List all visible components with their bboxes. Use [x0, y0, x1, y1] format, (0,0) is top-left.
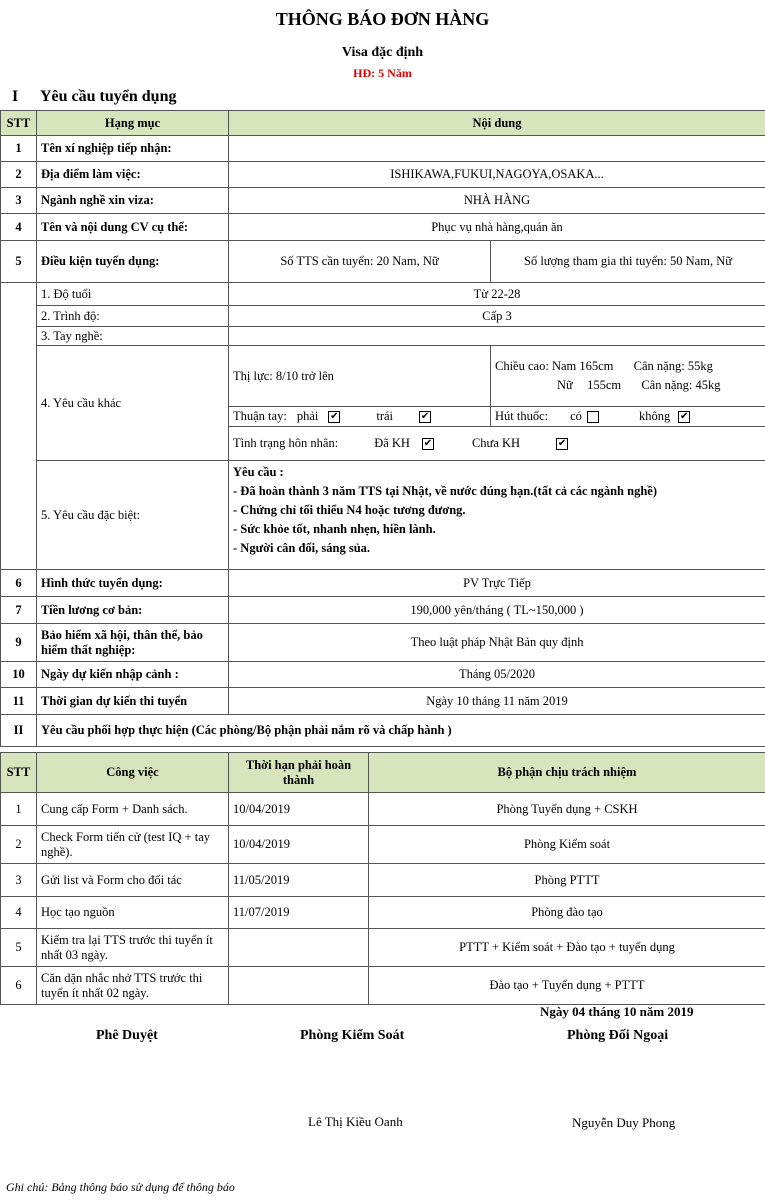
- special-requirements-content: [229, 461, 765, 570]
- row-department: Đào tạo + Tuyển dụng + PTTT: [369, 967, 765, 1005]
- handedness-cell: [229, 407, 491, 427]
- married-label: Đã KH: [374, 436, 410, 450]
- row-stt: 5: [1, 241, 37, 283]
- height-weight-cell: [491, 346, 765, 407]
- left-hand-checkbox[interactable]: ✔: [420, 410, 430, 422]
- section-1-number: I: [12, 88, 19, 105]
- row-task: Kiểm tra lại TTS trước thi tuyển ít nhất 03 ngày.: [37, 929, 229, 967]
- col-header-deadline: Thời hạn phải hoàn thành: [229, 753, 369, 793]
- marital-status-label: Tình trạng hôn nhân:: [233, 436, 339, 450]
- signing-date: Ngày 04 tháng 10 năm 2019: [540, 1004, 694, 1019]
- control-dept-heading: Phòng Kiểm Soát: [300, 1028, 405, 1043]
- table-row: [1, 967, 765, 1005]
- row-department: Phòng đào tạo: [369, 897, 765, 929]
- table-row: [1, 162, 765, 188]
- table-row: [1, 929, 765, 967]
- row-stt: 11: [1, 688, 37, 715]
- row-value: PV Trực Tiếp: [229, 570, 765, 597]
- special-line: - Chứng chỉ tối thiểu N4 hoặc tương đương.: [233, 503, 466, 517]
- row-deadline: [229, 967, 369, 1005]
- female-label: Nữ: [557, 378, 573, 392]
- row-stt: 7: [1, 597, 37, 624]
- other-requirements-label: 4. Yêu cầu khác: [37, 346, 229, 461]
- row-stt: 2: [1, 162, 37, 188]
- row-value: Tháng 05/2020: [229, 662, 765, 688]
- table-row: [1, 188, 765, 214]
- age-label: 1. Độ tuổi: [37, 283, 229, 306]
- document-title: THÔNG BÁO ĐƠN HÀNG: [275, 9, 490, 29]
- requirements-table: [0, 110, 765, 747]
- smoking-cell: [491, 407, 765, 427]
- education-label: 2. Trình độ:: [37, 306, 229, 327]
- approval-heading: Phê Duyệt: [96, 1028, 158, 1043]
- row-value: Phục vụ nhà hàng,quán ăn: [229, 214, 765, 241]
- row-label: Ngành nghề xin viza:: [37, 188, 229, 214]
- row-label: Tiền lương cơ bản:: [37, 597, 229, 624]
- table-row: [1, 826, 765, 864]
- row-stt: 1: [1, 136, 37, 162]
- height-label: Chiều cao:: [495, 359, 549, 373]
- female-weight: 45kg: [695, 378, 721, 392]
- special-line: Yêu cầu :: [233, 465, 284, 479]
- married-checkbox[interactable]: ✔: [423, 437, 433, 449]
- table-header-row: [1, 753, 765, 793]
- row-label: Địa điểm làm việc:: [37, 162, 229, 188]
- trainees-needed: Số TTS cần tuyển: 20 Nam, Nữ: [229, 241, 491, 283]
- smoking-no-checkbox[interactable]: ✔: [679, 410, 689, 422]
- row-task: Học tạo nguồn: [37, 897, 229, 929]
- row-label: Điều kiện tuyển dụng:: [37, 241, 229, 283]
- row-deadline: 11/05/2019: [229, 864, 369, 897]
- row-deadline: 10/04/2019: [229, 826, 369, 864]
- special-requirements-label: 5. Yêu cầu đặc biệt:: [37, 461, 229, 570]
- table-row: [1, 597, 765, 624]
- table-header-row: [1, 111, 765, 136]
- special-line: - Sức khỏe tốt, nhanh nhẹn, hiền lành.: [233, 522, 436, 536]
- row-value: 190,000 yên/tháng ( TL~150,000 ): [229, 597, 765, 624]
- weight-label: Cân nặng:: [641, 378, 693, 392]
- row-value: Theo luật pháp Nhật Bản quy định: [229, 624, 765, 662]
- vision-requirement: Thị lực: 8/10 trở lên: [229, 346, 491, 407]
- skill-label: 3. Tay nghề:: [37, 327, 229, 346]
- row-task: Check Form tiến cử (test IQ + tay nghề).: [37, 826, 229, 864]
- row-stt: 6: [1, 967, 37, 1005]
- age-value: Từ 22-28: [229, 283, 765, 306]
- document-subtitle: Visa đặc định: [341, 45, 424, 60]
- female-height: 155cm: [587, 378, 622, 392]
- table-row: [1, 214, 765, 241]
- smoking-label: Hút thuốc:: [495, 409, 549, 423]
- table-row: [1, 662, 765, 688]
- row-value: NHÀ HÀNG: [229, 188, 765, 214]
- coordination-table: [0, 752, 765, 1005]
- row-task: Căn dặn nhắc nhở TTS trước thi tuyển ít nhất 02 ngày.: [37, 967, 229, 1005]
- male-label: Nam: [551, 359, 577, 373]
- table-row: [1, 793, 765, 826]
- row-stt: 6: [1, 570, 37, 597]
- foreign-dept-heading: Phòng Đối Ngoại: [567, 1028, 669, 1043]
- row-stt: 5: [1, 929, 37, 967]
- skill-value: [229, 327, 765, 346]
- marital-status-cell: [229, 427, 765, 461]
- male-height: 165cm: [579, 359, 614, 373]
- education-value: Cấp 3: [229, 306, 765, 327]
- row-deadline: 11/07/2019: [229, 897, 369, 929]
- control-signer-name: Lê Thị Kiều Oanh: [308, 1114, 403, 1129]
- male-weight: 55kg: [687, 359, 713, 373]
- special-line: - Người cân đối, sáng sủa.: [233, 541, 371, 555]
- table-row: [1, 283, 765, 306]
- row-stt: 2: [1, 826, 37, 864]
- row-task: Cung cấp Form + Danh sách.: [37, 793, 229, 826]
- row-stt: 9: [1, 624, 37, 662]
- table-row: [1, 346, 765, 407]
- foreign-signer-name: Nguyễn Duy Phong: [572, 1115, 676, 1130]
- section-1-title: Yêu cầu tuyển dụng: [40, 88, 177, 105]
- col-header-content: Nội dung: [229, 111, 765, 136]
- single-checkbox[interactable]: ✔: [557, 437, 567, 449]
- row-stt: 4: [1, 897, 37, 929]
- row-stt: 3: [1, 864, 37, 897]
- row-department: Phòng PTTT: [369, 864, 765, 897]
- table-row: [1, 461, 765, 570]
- row-label: Thời gian dự kiến thi tuyển: [37, 688, 229, 715]
- weight-label: Cân nặng:: [633, 359, 685, 373]
- row-stt: 3: [1, 188, 37, 214]
- col-header-stt: STT: [1, 753, 37, 793]
- handedness-label: Thuận tay:: [233, 409, 287, 423]
- row-label: Bảo hiểm xã hội, thân thể, bảo hiểm thất nghiệp:: [37, 624, 229, 662]
- right-hand-checkbox[interactable]: ✔: [330, 410, 339, 422]
- section-2-heading-row: [1, 715, 765, 747]
- col-header-department: Bộ phận chịu trách nhiệm: [369, 753, 765, 793]
- row-department: Phòng Tuyển dụng + CSKH: [369, 793, 765, 826]
- special-line: - Đã hoàn thành 3 năm TTS tại Nhật, về nước đúng hạn.(tất cả các ngành nghề): [233, 484, 657, 498]
- row-department: PTTT + Kiểm soát + Đào tạo + tuyển dụng: [369, 929, 765, 967]
- col-header-category: Hạng mục: [37, 111, 229, 136]
- left-hand-label: trái: [376, 409, 394, 423]
- row-label: Tên và nội dung CV cụ thể:: [37, 214, 229, 241]
- row-stt: 10: [1, 662, 37, 688]
- table-row: [1, 570, 765, 597]
- table-row: [1, 241, 765, 283]
- row-deadline: [229, 929, 369, 967]
- row-stt-empty: [1, 283, 37, 570]
- col-header-stt: STT: [1, 111, 37, 136]
- section-2-title: Yêu cầu phối hợp thực hiện (Các phòng/Bộ phận phải nắm rõ và chấp hành ): [37, 715, 765, 747]
- single-label: Chưa KH: [471, 436, 521, 450]
- row-stt: 1: [1, 793, 37, 826]
- smoking-no-label: không: [638, 409, 671, 423]
- row-value: ISHIKAWA,FUKUI,NAGOYA,OSAKA...: [229, 162, 765, 188]
- table-row: [1, 327, 765, 346]
- row-task: Gửi list và Form cho đối tác: [37, 864, 229, 897]
- row-deadline: 10/04/2019: [229, 793, 369, 826]
- row-stt: 4: [1, 214, 37, 241]
- table-row: [1, 624, 765, 662]
- row-label: Tên xí nghiệp tiếp nhận:: [37, 136, 229, 162]
- col-header-task: Công việc: [37, 753, 229, 793]
- row-value: Ngày 10 tháng 11 năm 2019: [229, 688, 765, 715]
- table-row: [1, 136, 765, 162]
- table-row: [1, 306, 765, 327]
- section-2-number: II: [1, 715, 37, 747]
- row-department: Phòng Kiểm soát: [369, 826, 765, 864]
- footnote: Ghi chú: Bảng thông báo sử dụng để thông báo: [6, 1180, 235, 1194]
- row-label: Hình thức tuyển dụng:: [37, 570, 229, 597]
- table-row: [1, 688, 765, 715]
- row-label: Ngày dự kiến nhập cảnh :: [37, 662, 229, 688]
- contract-term: HĐ: 5 Năm: [353, 66, 412, 80]
- smoking-yes-label: có: [570, 409, 582, 423]
- section-1-heading: [12, 88, 176, 106]
- table-row: [1, 864, 765, 897]
- candidates-count: Số lượng tham gia thi tuyển: 50 Nam, Nữ: [491, 241, 765, 283]
- table-row: [1, 897, 765, 929]
- right-hand-label: phải: [296, 409, 319, 423]
- smoking-yes-checkbox[interactable]: [587, 411, 599, 423]
- row-value: [229, 136, 765, 162]
